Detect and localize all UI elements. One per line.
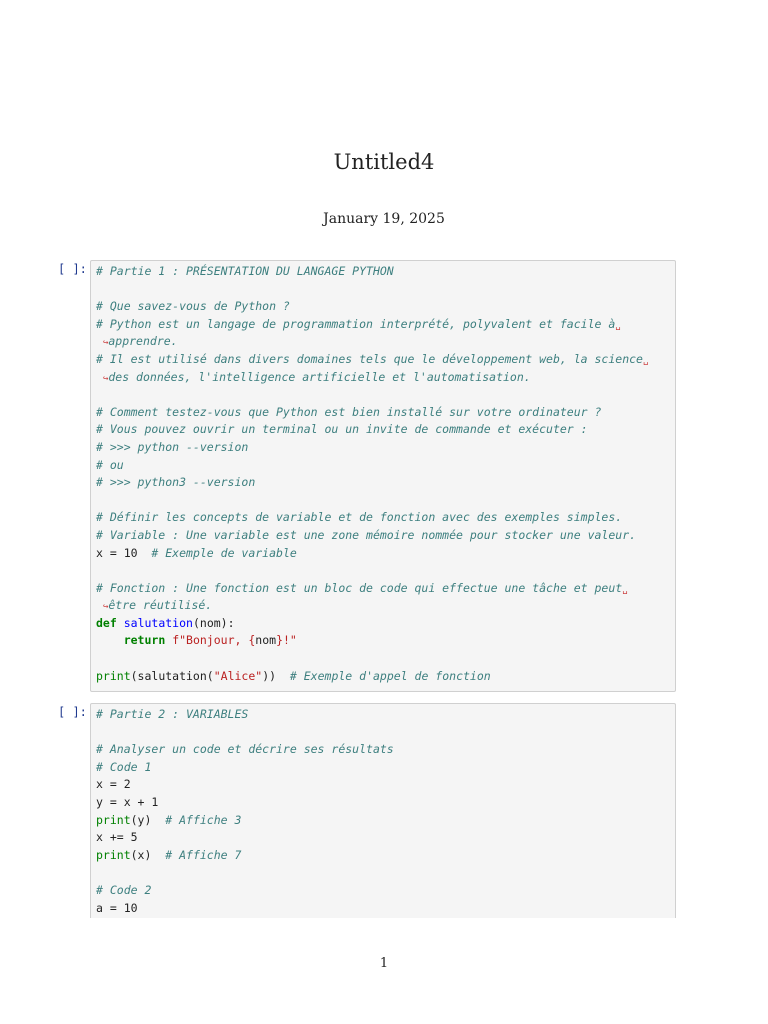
cell-prompt: [ ]: xyxy=(58,705,87,719)
line-wrap-icon: ␣ xyxy=(615,320,621,331)
code-line: # Partie 1 : PRÉSENTATION DU LANGAGE PYTHON xyxy=(96,264,394,278)
code-cell-2[interactable] xyxy=(90,703,676,918)
code-line: y = x + 1 xyxy=(96,794,159,809)
code-line: return f"Bonjour, {nom}!" xyxy=(123,633,297,648)
code-line: # >>> python3 --version xyxy=(96,475,256,490)
line-wrap-icon: ␣ xyxy=(642,355,649,366)
page-number: 1 xyxy=(379,956,389,971)
code-line: # Python est un langage de programmation interprété, polyvalent et facile à␣ xyxy=(96,316,621,331)
code-line: # Vous pouvez ouvrir un terminal ou un invite de commande et exécuter : xyxy=(96,422,588,437)
code-line: print(x) # Affiche 7 xyxy=(96,847,242,862)
code-line: ↪être réutilisé. xyxy=(102,598,213,613)
code-line: ↪apprendre. xyxy=(102,334,178,349)
code-line xyxy=(96,650,675,668)
line-continuation-icon: ↪ xyxy=(102,338,109,349)
cell-prompt: [ ]: xyxy=(58,262,87,276)
code-line: x += 5 xyxy=(96,830,138,845)
code-line: # ou xyxy=(96,457,124,472)
code-line: # Code 2 xyxy=(96,882,152,897)
code-line: # Analyser un code et décrire ses résultats xyxy=(96,742,394,757)
code-line: print(y) # Affiche 3 xyxy=(96,812,242,827)
code-line: # Il est utilisé dans divers domaines tels que le développement web, la science␣ xyxy=(96,351,649,366)
code-line xyxy=(96,724,675,742)
code-line: # Partie 2 : VARIABLES xyxy=(96,707,249,721)
code-line: a = 10 xyxy=(96,900,138,915)
code-line: ↪des données, l'intelligence artificielle et l'automatisation. xyxy=(102,369,531,384)
code-line: # Définir les concepts de variable et de fonction avec des exemples simples. xyxy=(96,510,623,525)
code-line: print(salutation("Alice")) # Exemple d'appel de fonction xyxy=(96,668,491,683)
line-continuation-icon: ↪ xyxy=(102,373,109,384)
code-line xyxy=(96,281,675,299)
code-line: # >>> python --version xyxy=(96,439,249,454)
code-line: # Variable : Une variable est une zone mémoire nommée pour stocker une valeur. xyxy=(96,527,637,542)
line-wrap-icon: ␣ xyxy=(622,584,628,595)
line-continuation-icon: ↪ xyxy=(102,602,109,613)
code-line: # Que savez-vous de Python ? xyxy=(96,299,290,314)
code-line: def salutation(nom): xyxy=(96,615,235,630)
code-line: x = 10 # Exemple de variable xyxy=(96,545,297,560)
code-line xyxy=(96,492,675,510)
code-line: # Fonction : Une fonction est un bloc de code qui effectue une tâche et peut␣ xyxy=(96,580,628,595)
document-date: January 19, 2025 xyxy=(323,211,445,227)
code-line xyxy=(96,864,675,882)
code-line xyxy=(96,386,675,404)
code-line xyxy=(96,562,675,580)
code-line: # Comment testez-vous que Python est bien installé sur votre ordinateur ? xyxy=(96,404,602,419)
document-title: Untitled4 xyxy=(333,150,435,174)
code-line: x = 2 xyxy=(96,777,131,792)
code-cell-1[interactable] xyxy=(90,260,676,692)
code-line: # Code 1 xyxy=(96,759,152,774)
